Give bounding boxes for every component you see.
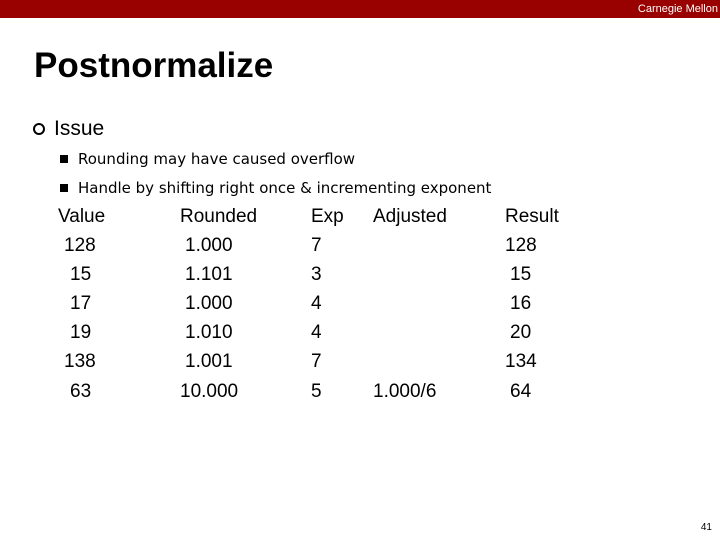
cell-rounded: 1.001 bbox=[185, 351, 233, 372]
cell-exp: 4 bbox=[311, 322, 322, 343]
cell-value: 17 bbox=[70, 293, 92, 314]
cell-rounded: 1.101 bbox=[185, 264, 233, 285]
column-header-rounded: Rounded bbox=[180, 206, 258, 227]
cell-rounded: 10.000 bbox=[180, 381, 239, 402]
cell-result: 134 bbox=[505, 351, 537, 372]
cell-value: 19 bbox=[70, 322, 92, 343]
cell-rounded: 1.000 bbox=[185, 235, 233, 256]
column-header-result: Result bbox=[505, 206, 559, 227]
cell-exp: 3 bbox=[311, 264, 322, 285]
cell-value: 63 bbox=[70, 381, 92, 402]
cell-adjusted: 1.000/6 bbox=[373, 381, 437, 402]
cell-value: 15 bbox=[70, 264, 92, 285]
cell-result: 15 bbox=[510, 264, 532, 285]
column-header-exp: Exp bbox=[311, 206, 344, 227]
page-number: 41 bbox=[700, 522, 712, 533]
sub-bullet-1 bbox=[60, 149, 355, 169]
bullet-marker bbox=[33, 117, 45, 141]
cell-result: 128 bbox=[505, 235, 537, 256]
slide-title: Postnormalize bbox=[34, 46, 274, 85]
cell-rounded: 1.000 bbox=[185, 293, 233, 314]
sub-bullet-2 bbox=[60, 178, 491, 198]
cell-exp: 5 bbox=[311, 381, 322, 402]
cell-rounded: 1.010 bbox=[185, 322, 233, 343]
bullet-issue: Issue bbox=[54, 117, 105, 140]
column-header-adjusted: Adjusted bbox=[373, 206, 447, 227]
filled-square-icon bbox=[60, 184, 68, 192]
cell-exp: 4 bbox=[311, 293, 322, 314]
sub-bullet-text: Rounding may have caused overflow bbox=[78, 150, 356, 168]
cell-result: 20 bbox=[510, 322, 532, 343]
filled-square-icon bbox=[60, 155, 68, 163]
header-bar bbox=[0, 0, 720, 18]
cell-result: 16 bbox=[510, 293, 532, 314]
cell-exp: 7 bbox=[311, 351, 322, 372]
cell-exp: 7 bbox=[311, 235, 322, 256]
sub-bullet-text: Handle by shifting right once & incrementing exponent bbox=[78, 179, 492, 197]
column-header-value: Value bbox=[58, 206, 106, 227]
hollow-circle-icon bbox=[33, 123, 45, 135]
cell-value: 138 bbox=[64, 351, 96, 372]
cell-result: 64 bbox=[510, 381, 532, 402]
org-name: Carnegie Mellon bbox=[637, 3, 718, 15]
cell-value: 128 bbox=[64, 235, 96, 256]
